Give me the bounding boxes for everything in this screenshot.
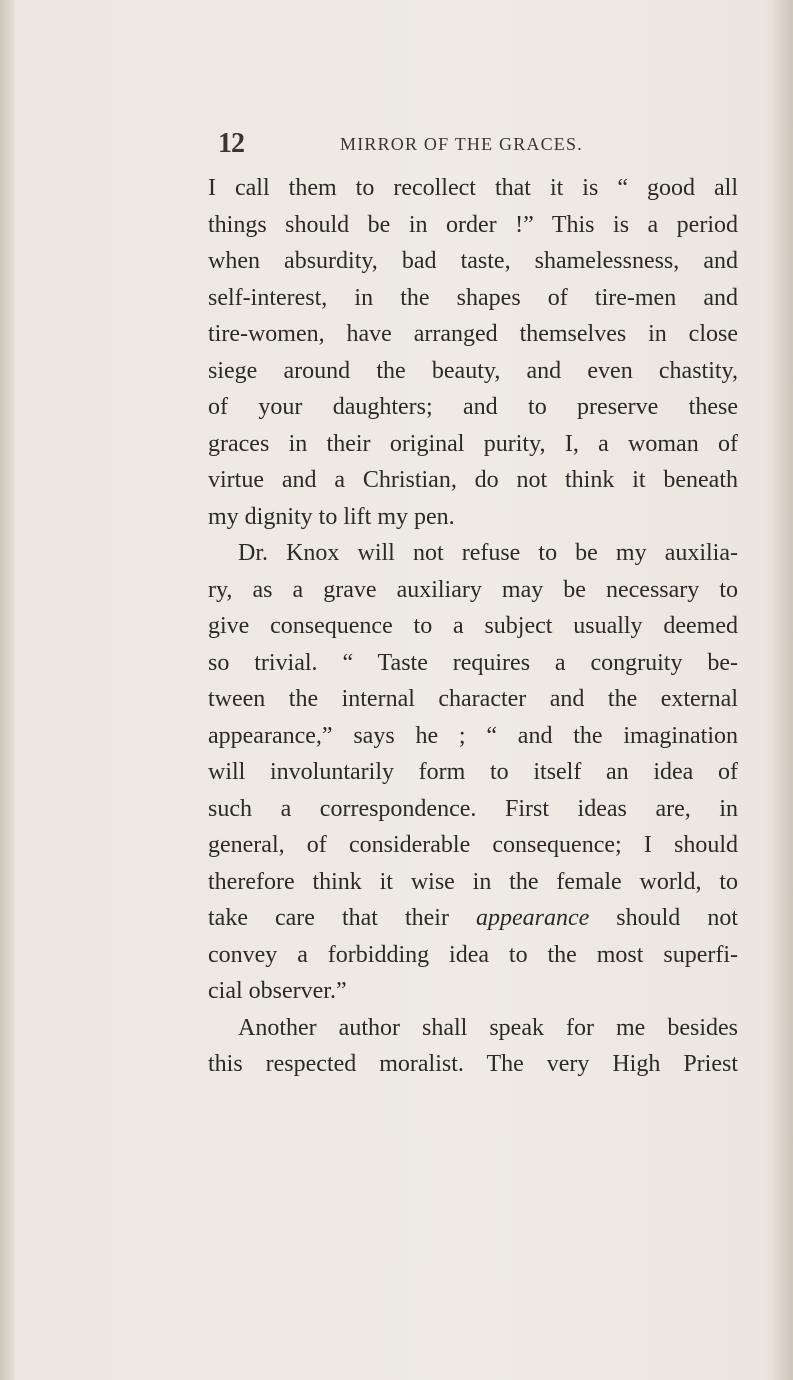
text-line: cial observer.” <box>208 978 347 1004</box>
text-line: ry, as a grave auxiliary may be necessary to <box>208 576 738 603</box>
page-number: 12 <box>218 128 244 159</box>
text-line: siege around the beauty, and even chastity, <box>208 357 738 384</box>
running-head <box>218 128 758 162</box>
text-line: will involuntarily form to itself an idea of <box>208 759 738 785</box>
page-edge <box>771 0 793 1380</box>
text-line: I call them to recollect that it is “ good all <box>208 175 738 201</box>
text-line: this respected moralist. The very High Priest <box>208 1051 738 1077</box>
text-line: Another author shall speak for me besides <box>238 1014 738 1041</box>
text-line: convey a forbidding idea to the most superfi- <box>208 941 738 968</box>
text-line: things should be in order !” This is a period <box>208 211 738 238</box>
page-gutter <box>0 0 14 1380</box>
running-title: MIRROR OF THE GRACES. <box>340 134 583 154</box>
emphasis-run: appearance <box>475 905 590 931</box>
text-line: so trivial. “ Taste requires a congruity be- <box>208 649 738 676</box>
text-line: appearance,” says he ; “ and the imagination <box>208 722 738 749</box>
text-line: such a correspondence. First ideas are, in <box>208 795 738 822</box>
text-line: tire-women, have arranged themselves in close <box>208 321 738 347</box>
text-line: graces in their original purity, I, a woman of <box>208 430 738 457</box>
text-line: therefore think it wise in the female world, to <box>208 868 738 895</box>
text-line: Dr. Knox will not refuse to be my auxilia- <box>238 540 738 566</box>
text-line: general, of considerable consequence; I should <box>208 832 738 858</box>
text-run: should not <box>589 905 738 931</box>
body-text <box>208 170 738 1083</box>
text-line: tween the internal character and the external <box>208 686 738 712</box>
text-run: take care that their <box>208 905 476 931</box>
text-line: self-interest, in the shapes of tire-men and <box>208 284 738 311</box>
text-line: give consequence to a subject usually deemed <box>208 613 738 639</box>
text-line: my dignity to lift my pen. <box>208 503 455 530</box>
text-line: when absurdity, bad taste, shamelessness, and <box>208 248 738 274</box>
text-line: virtue and a Christian, do not think it beneath <box>208 467 738 493</box>
text-line: of your daughters; and to preserve these <box>208 394 738 420</box>
text-line-italic <box>208 900 738 937</box>
